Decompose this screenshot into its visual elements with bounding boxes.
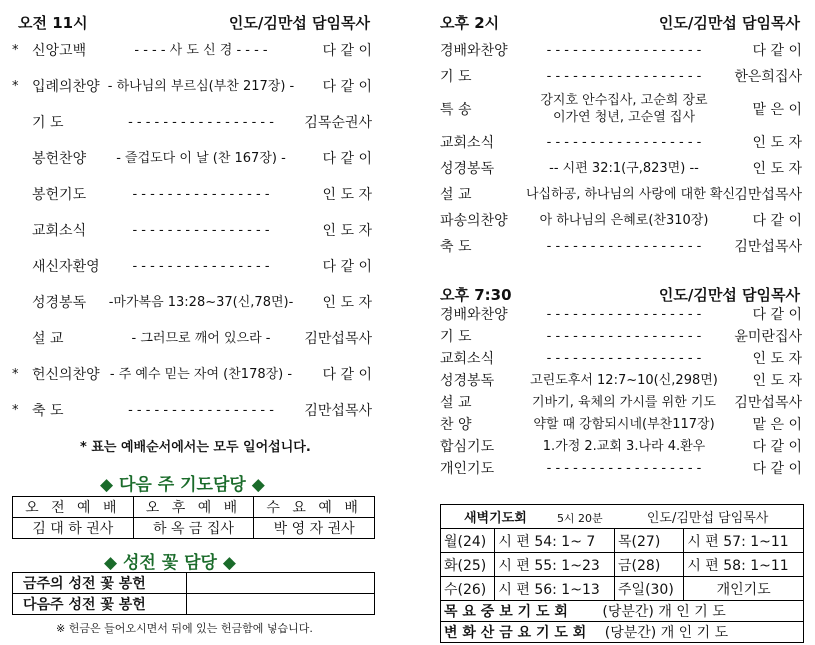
pm2-order-row [0,90,805,130]
pm2-order-row [0,208,805,234]
dawn-day: 월(24) [441,529,495,553]
order-content: - - - - - - - - - - - - - - - - [132,223,270,238]
order-person: 다 같 이 [752,439,802,455]
order-person: 인 도 자 [322,187,372,203]
friday-prayer-row [441,622,804,643]
standing-marker: * [12,367,19,382]
order-person: 한은희집사 [734,69,802,85]
order-label: 성경봉독 [32,295,87,311]
order-person: 맡 은 이 [752,102,802,118]
order-person: 김만섭목사 [304,331,372,347]
dawn-day: 주일(30) [615,577,684,601]
order-content: 아 하나님의 은혜로(찬310장) [539,213,709,228]
offering-note: ※ 헌금은 들어오시면서 뒤에 있는 헌금함에 넣습니다. [56,622,313,635]
order-person: 다 같 이 [752,213,802,229]
order-content: 강지호 안수집사, 고순희 장로 [540,93,708,108]
order-person: 다 같 이 [322,79,372,95]
order-label: 특 송 [440,102,472,118]
pm730-leader: 인도/김만섭 담임목사 [658,286,800,304]
dawn-time: 5시 20분 [556,512,603,525]
pm2-order-row [0,156,805,182]
order-person: 다 같 이 [322,151,372,167]
order-person: 다 같 이 [752,307,802,323]
thursday-prayer-label: 목 요 중 보 기 도 회 [444,604,568,620]
order-person: 윤미란집사 [734,329,802,345]
order-label: 성경봉독 [440,161,495,177]
dawn-day: 화(25) [441,553,495,577]
order-content: 약할 때 강함되시네(부찬117장) [533,417,715,432]
pm730-order-row [0,348,805,370]
prayer-header-morning: 오 전 예 배 [13,497,134,518]
order-person: 김목순권사 [304,115,372,131]
dawn-leader: 인도/김만섭 담임목사 [646,511,769,526]
order-content: -마가복음 13:28~37(신,78면)- [108,295,294,310]
flower-next-week-label: 다음주 성전 꽃 봉헌 [13,594,187,615]
prayer-name-morning: 김 대 하 권사 [13,518,134,539]
order-person: 인 도 자 [322,223,372,239]
order-person: 인 도 자 [752,161,802,177]
order-label: 경배와찬양 [440,43,508,59]
dawn-passage: 시 편 58: 1~11 [684,553,804,577]
order-content: - - - - 사 도 신 경 - - - - [134,43,268,58]
standing-marker: * [12,79,19,94]
dawn-title: 새벽기도회 [464,511,527,526]
order-content: -- 시편 32:1(구,823면) -- [549,161,699,176]
order-content: 기바기, 육체의 가시를 위한 기도 [532,395,716,410]
pm730-order-row [0,370,805,392]
order-person: 인 도 자 [752,135,802,151]
order-label: 교회소식 [440,135,495,151]
dawn-passage: 시 편 57: 1~11 [684,529,804,553]
order-person: 다 같 이 [322,43,372,59]
pm730-order-row [0,392,805,414]
order-label: 기 도 [32,115,64,131]
pm2-order-row [0,182,805,208]
order-label: 기 도 [440,69,472,85]
pm730-order-row [0,304,805,326]
order-person: 인 도 자 [752,351,802,367]
order-label: 교회소식 [32,223,87,239]
order-content: - - - - - - - - - - - - - - - - [132,187,270,202]
order-content: - - - - - - - - - - - - - - - - - - [546,239,702,254]
flower-duty-table [12,572,375,615]
dawn-passage: 개인기도 [684,577,804,601]
dawn-prayer-table [440,504,804,643]
order-person: 다 같 이 [322,367,372,383]
prayer-header-afternoon: 오 후 예 배 [133,497,254,518]
order-label: 교회소식 [440,351,495,367]
order-content: - - - - - - - - - - - - - - - - - - [546,69,702,84]
order-content: - - - - - - - - - - - - - - - - - - [546,307,702,322]
order-content: - - - - - - - - - - - - - - - - [132,259,270,274]
order-person: 맡 은 이 [752,417,802,433]
order-person: 김만섭목사 [734,187,802,203]
order-person: 김만섭목사 [304,403,372,419]
order-content: - - - - - - - - - - - - - - - - - [128,115,274,130]
order-content: - - - - - - - - - - - - - - - - - - [546,329,702,344]
dawn-day: 목(27) [615,529,684,553]
pm730-time: 오후 7:30 [440,286,512,304]
standing-marker: * [12,403,19,418]
morning-leader: 인도/김만섭 담임목사 [228,14,370,32]
pm2-order-row [0,130,805,156]
dawn-passage: 시 편 54: 1~ 7 [495,529,615,553]
order-content-line2: 이가연 청년, 고순열 집사 [552,110,696,125]
order-person: 다 같 이 [752,461,802,477]
prayer-name-wednesday: 박 영 자 권사 [254,518,375,539]
thursday-prayer-row [441,601,804,622]
pm730-order-row [0,436,805,458]
prayer-header-wednesday: 수 요 예 배 [254,497,375,518]
dawn-day: 수(26) [441,577,495,601]
dawn-passage: 시 편 55: 1~23 [495,553,615,577]
order-person: 인 도 자 [752,373,802,389]
order-content: - 하나님의 부르심(부찬 217장) - [107,79,295,94]
friday-prayer-label: 변 화 산 금 요 기 도 회 [444,625,587,641]
order-person: 인 도 자 [322,295,372,311]
order-label: 축 도 [440,239,472,255]
morning-order-row [0,257,380,277]
flower-this-week-value [187,573,375,594]
pm2-order-row [0,234,805,260]
order-label: 봉헌기도 [32,187,87,203]
order-label: 신앙고백 [32,43,87,59]
order-label: 설 교 [440,395,472,411]
order-person: 다 같 이 [752,43,802,59]
pm2-order-row [0,64,805,90]
prayer-name-afternoon: 하 옥 금 집사 [133,518,254,539]
order-label: 설 교 [440,187,472,203]
order-content: - - - - - - - - - - - - - - - - - - [546,135,702,150]
order-content: - 즐겁도다 이 날 (찬 167장) - [116,151,286,166]
order-person: 김만섭목사 [734,395,802,411]
pm730-order-row [0,326,805,348]
pm2-leader: 인도/김만섭 담임목사 [658,14,800,32]
order-label: 새신자환영 [32,259,100,275]
order-label: 봉헌찬양 [32,151,87,167]
order-label: 기 도 [440,329,472,345]
order-label: 경배와찬양 [440,307,508,323]
order-label: 합심기도 [440,439,495,455]
standing-note: * 표는 예배순서에서는 모두 일어섭니다. [80,440,311,455]
dawn-header-cell [441,505,804,529]
order-label: 개인기도 [440,461,495,477]
flower-this-week-label: 금주의 성전 꽃 봉헌 [13,573,187,594]
order-content: - - - - - - - - - - - - - - - - - - [546,351,702,366]
order-person: 김만섭목사 [734,239,802,255]
pm2-order-row [0,38,805,64]
standing-marker: * [12,43,19,58]
order-content: - - - - - - - - - - - - - - - - - - [546,461,702,476]
pm2-time: 오후 2시 [440,14,500,32]
order-content: - 주 예수 믿는 자여 (찬178장) - [109,367,293,382]
order-content: - - - - - - - - - - - - - - - - - [128,403,274,418]
prayer-duty-title: ◆ 다음 주 기도담당 ◆ [100,475,265,495]
order-content: 고린도후서 12:7~10(신,298면) [530,373,718,388]
order-label: 헌신의찬양 [32,367,100,383]
flower-next-week-value [187,594,375,615]
order-label: 파송의찬양 [440,213,508,229]
order-content: 1.가정 2.교회 3.나라 4.환우 [542,439,706,454]
order-content: - 그러므로 깨어 있으라 - [131,331,271,346]
pm730-order-row [0,458,805,480]
order-label: 입례의찬양 [32,79,100,95]
order-label: 축 도 [32,403,64,419]
dawn-passage: 시 편 56: 1~13 [495,577,615,601]
order-content: 나십하공, 하나님의 사랑에 대한 확신 [526,187,736,202]
order-person: 다 같 이 [322,259,372,275]
flower-duty-title: ◆ 성전 꽃 담당 ◆ [104,553,236,573]
pm730-order-row [0,414,805,436]
friday-prayer-value: (당분간) 개 인 기 도 [604,625,729,641]
thursday-prayer-value: (당분간) 개 인 기 도 [602,604,726,620]
morning-time: 오전 11시 [18,14,88,32]
order-label: 설 교 [32,331,64,347]
order-label: 성경봉독 [440,373,495,389]
prayer-duty-table [12,496,375,539]
dawn-day: 금(28) [615,553,684,577]
order-content: - - - - - - - - - - - - - - - - - - [546,43,702,58]
order-label: 찬 양 [440,417,472,433]
